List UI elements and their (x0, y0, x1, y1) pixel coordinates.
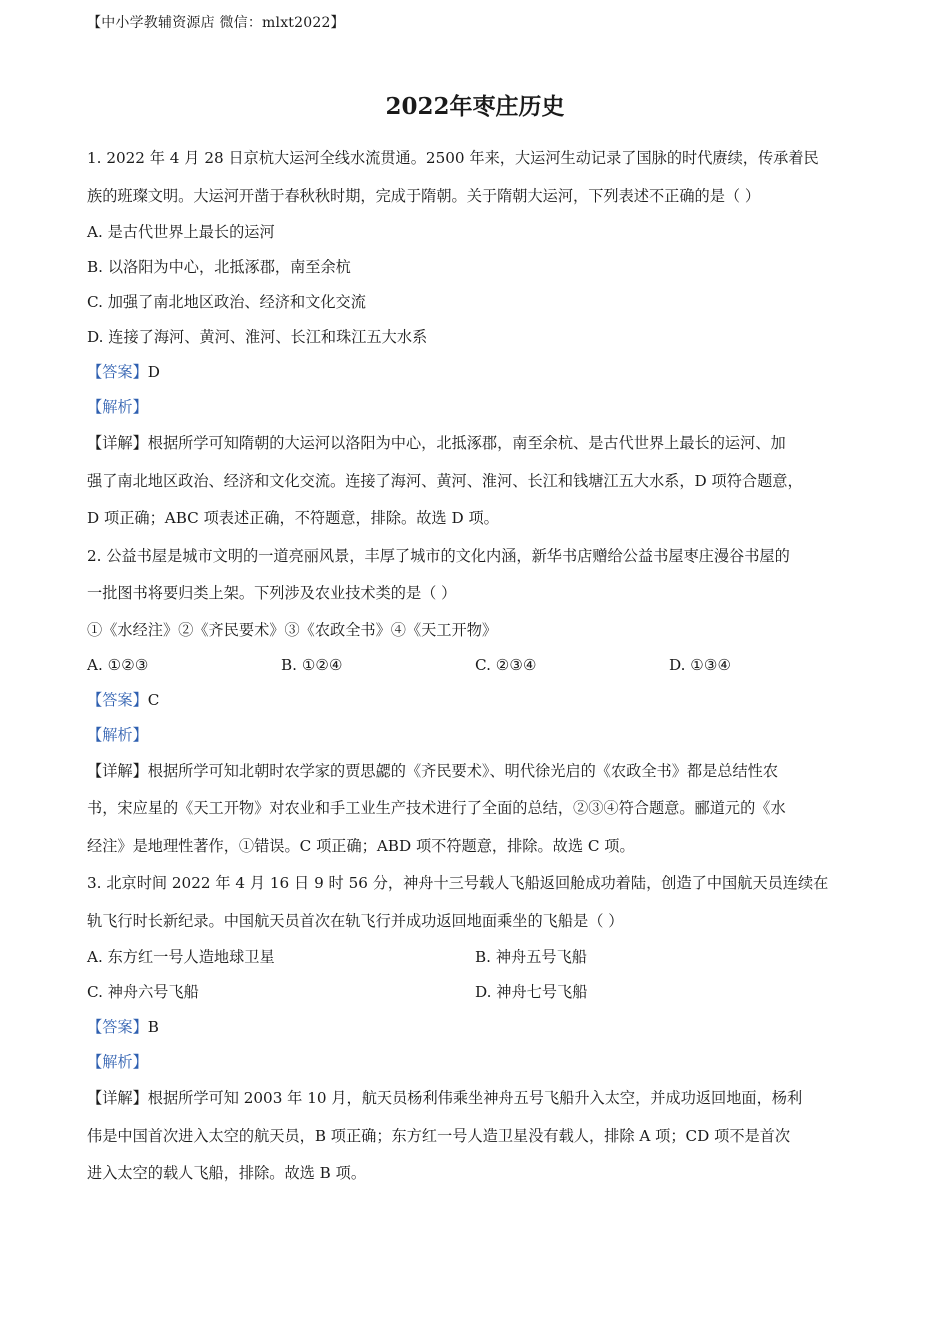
option-b: B. 以洛阳为中心，北抵涿郡，南至余杭 (87, 258, 351, 276)
option-a: A. 是古代世界上最长的运河 (87, 223, 275, 241)
option-a: A. ①②③ (87, 655, 149, 674)
answer-line (87, 1010, 865, 1045)
detail-line: 伟是中国首次进入太空的航天员，B 项正确；东方红一号人造卫星没有载人，排除 A 项；CD 项不是首次 (87, 1126, 791, 1145)
answer-line (87, 683, 865, 718)
option-row (87, 975, 865, 1010)
detail-line: 进入太空的载人飞船，排除。故选 B 项。 (87, 1164, 367, 1182)
question-stem: 3. 北京时间 2022 年 4 月 16 日 9 时 56 分，神舟十三号载人飞船返回舱成功着陆，创造了中国航天员连续在 (87, 874, 829, 892)
option-c: C. ②③④ (475, 655, 537, 674)
option-d: D. 连接了海河、黄河、淮河、长江和珠江五大水系 (87, 328, 428, 346)
question-1 (87, 140, 865, 538)
detail-line: 书，宋应星的《天工开物》对农业和手工业生产技术进行了全面的总结，②③④符合题意。郦道元的《水 (87, 799, 786, 817)
answer-tag: 【答案】 (87, 1018, 148, 1036)
detail-line: D 项正确；ABC 项表述正确，不符题意，排除。故选 D 项。 (87, 509, 499, 527)
option-row (87, 940, 865, 975)
option-b: B. ①②④ (281, 655, 343, 674)
question-3 (87, 865, 865, 1193)
analysis-tag: 【解析】 (87, 398, 148, 416)
analysis-tag: 【解析】 (87, 1053, 148, 1071)
question-list (87, 140, 865, 1193)
detail-line: 【详解】根据所学可知 2003 年 10 月，航天员杨利伟乘坐神舟五号飞船升入太空，并成功返回地面，杨利 (87, 1089, 803, 1107)
answer-tag: 【答案】 (87, 690, 148, 709)
option-d: D. ①③④ (669, 655, 732, 674)
detail-line: 【详解】根据所学可知隋朝的大运河以洛阳为中心，北抵涿郡，南至余杭、是古代世界上最长的运河、加 (87, 434, 786, 452)
option-c: C. 加强了南北地区政治、经济和文化交流 (87, 293, 366, 311)
option-c: C. 神舟六号飞船 (87, 983, 199, 1001)
detail-tag: 【详解】 (87, 1089, 148, 1107)
answer-value: B (147, 1018, 159, 1036)
header-note: 【中小学教辅资源店 微信：mlxt2022】 (87, 15, 345, 31)
option-a: A. 东方红一号人造地球卫星 (87, 948, 275, 966)
question-stem: 1. 2022 年 4 月 28 日京杭大运河全线水流贯通。2500 年来，大运河生动记录了国脉的时代赓续，传承着民 (87, 149, 819, 167)
option-d: D. 神舟七号飞船 (475, 983, 588, 1001)
detail-line: 经注》是地理性著作，①错误。C 项正确；ABD 项不符题意，排除。故选 C 项。 (87, 836, 635, 855)
question-stem: 轨飞行时长新纪录。中国航天员首次在轨飞行并成功返回地面乘坐的飞船是（ ） (87, 911, 624, 930)
answer-value: D (147, 363, 160, 381)
detail-tag: 【详解】 (87, 434, 148, 452)
question-stem: 2. 公益书屋是城市文明的一道亮丽风景，丰厚了城市的文化内涵，新华书店赠给公益书屋枣庄漫谷书屋的 (87, 546, 790, 565)
option-row (87, 648, 865, 683)
question-extra: ①《水经注》②《齐民要术》③《农政全书》④《天工开物》 (87, 620, 498, 639)
question-2 (87, 538, 865, 866)
question-stem: 族的班璨文明。大运河开凿于春秋秋时期，完成于隋朝。关于隋朝大运河，下列表述不正确的是（ ） (87, 186, 761, 205)
answer-value: C (147, 690, 160, 709)
detail-line: 强了南北地区政治、经济和文化交流。连接了海河、黄河、淮河、长江和钱塘江五大水系，D 项符合题意， (87, 471, 803, 490)
detail-tag: 【详解】 (87, 761, 148, 780)
option-b: B. 神舟五号飞船 (475, 948, 587, 966)
analysis-tag: 【解析】 (87, 725, 148, 744)
page-title: 2022年枣庄历史 (385, 93, 565, 120)
question-stem: 一批图书将要归类上架。下列涉及农业技术类的是（ ） (87, 584, 457, 602)
answer-line (87, 355, 865, 390)
answer-tag: 【答案】 (87, 363, 148, 381)
detail-line: 【详解】根据所学可知北朝时农学家的贾思勰的《齐民要术》、明代徐光启的《农政全书》都是总结性农 (87, 761, 779, 780)
